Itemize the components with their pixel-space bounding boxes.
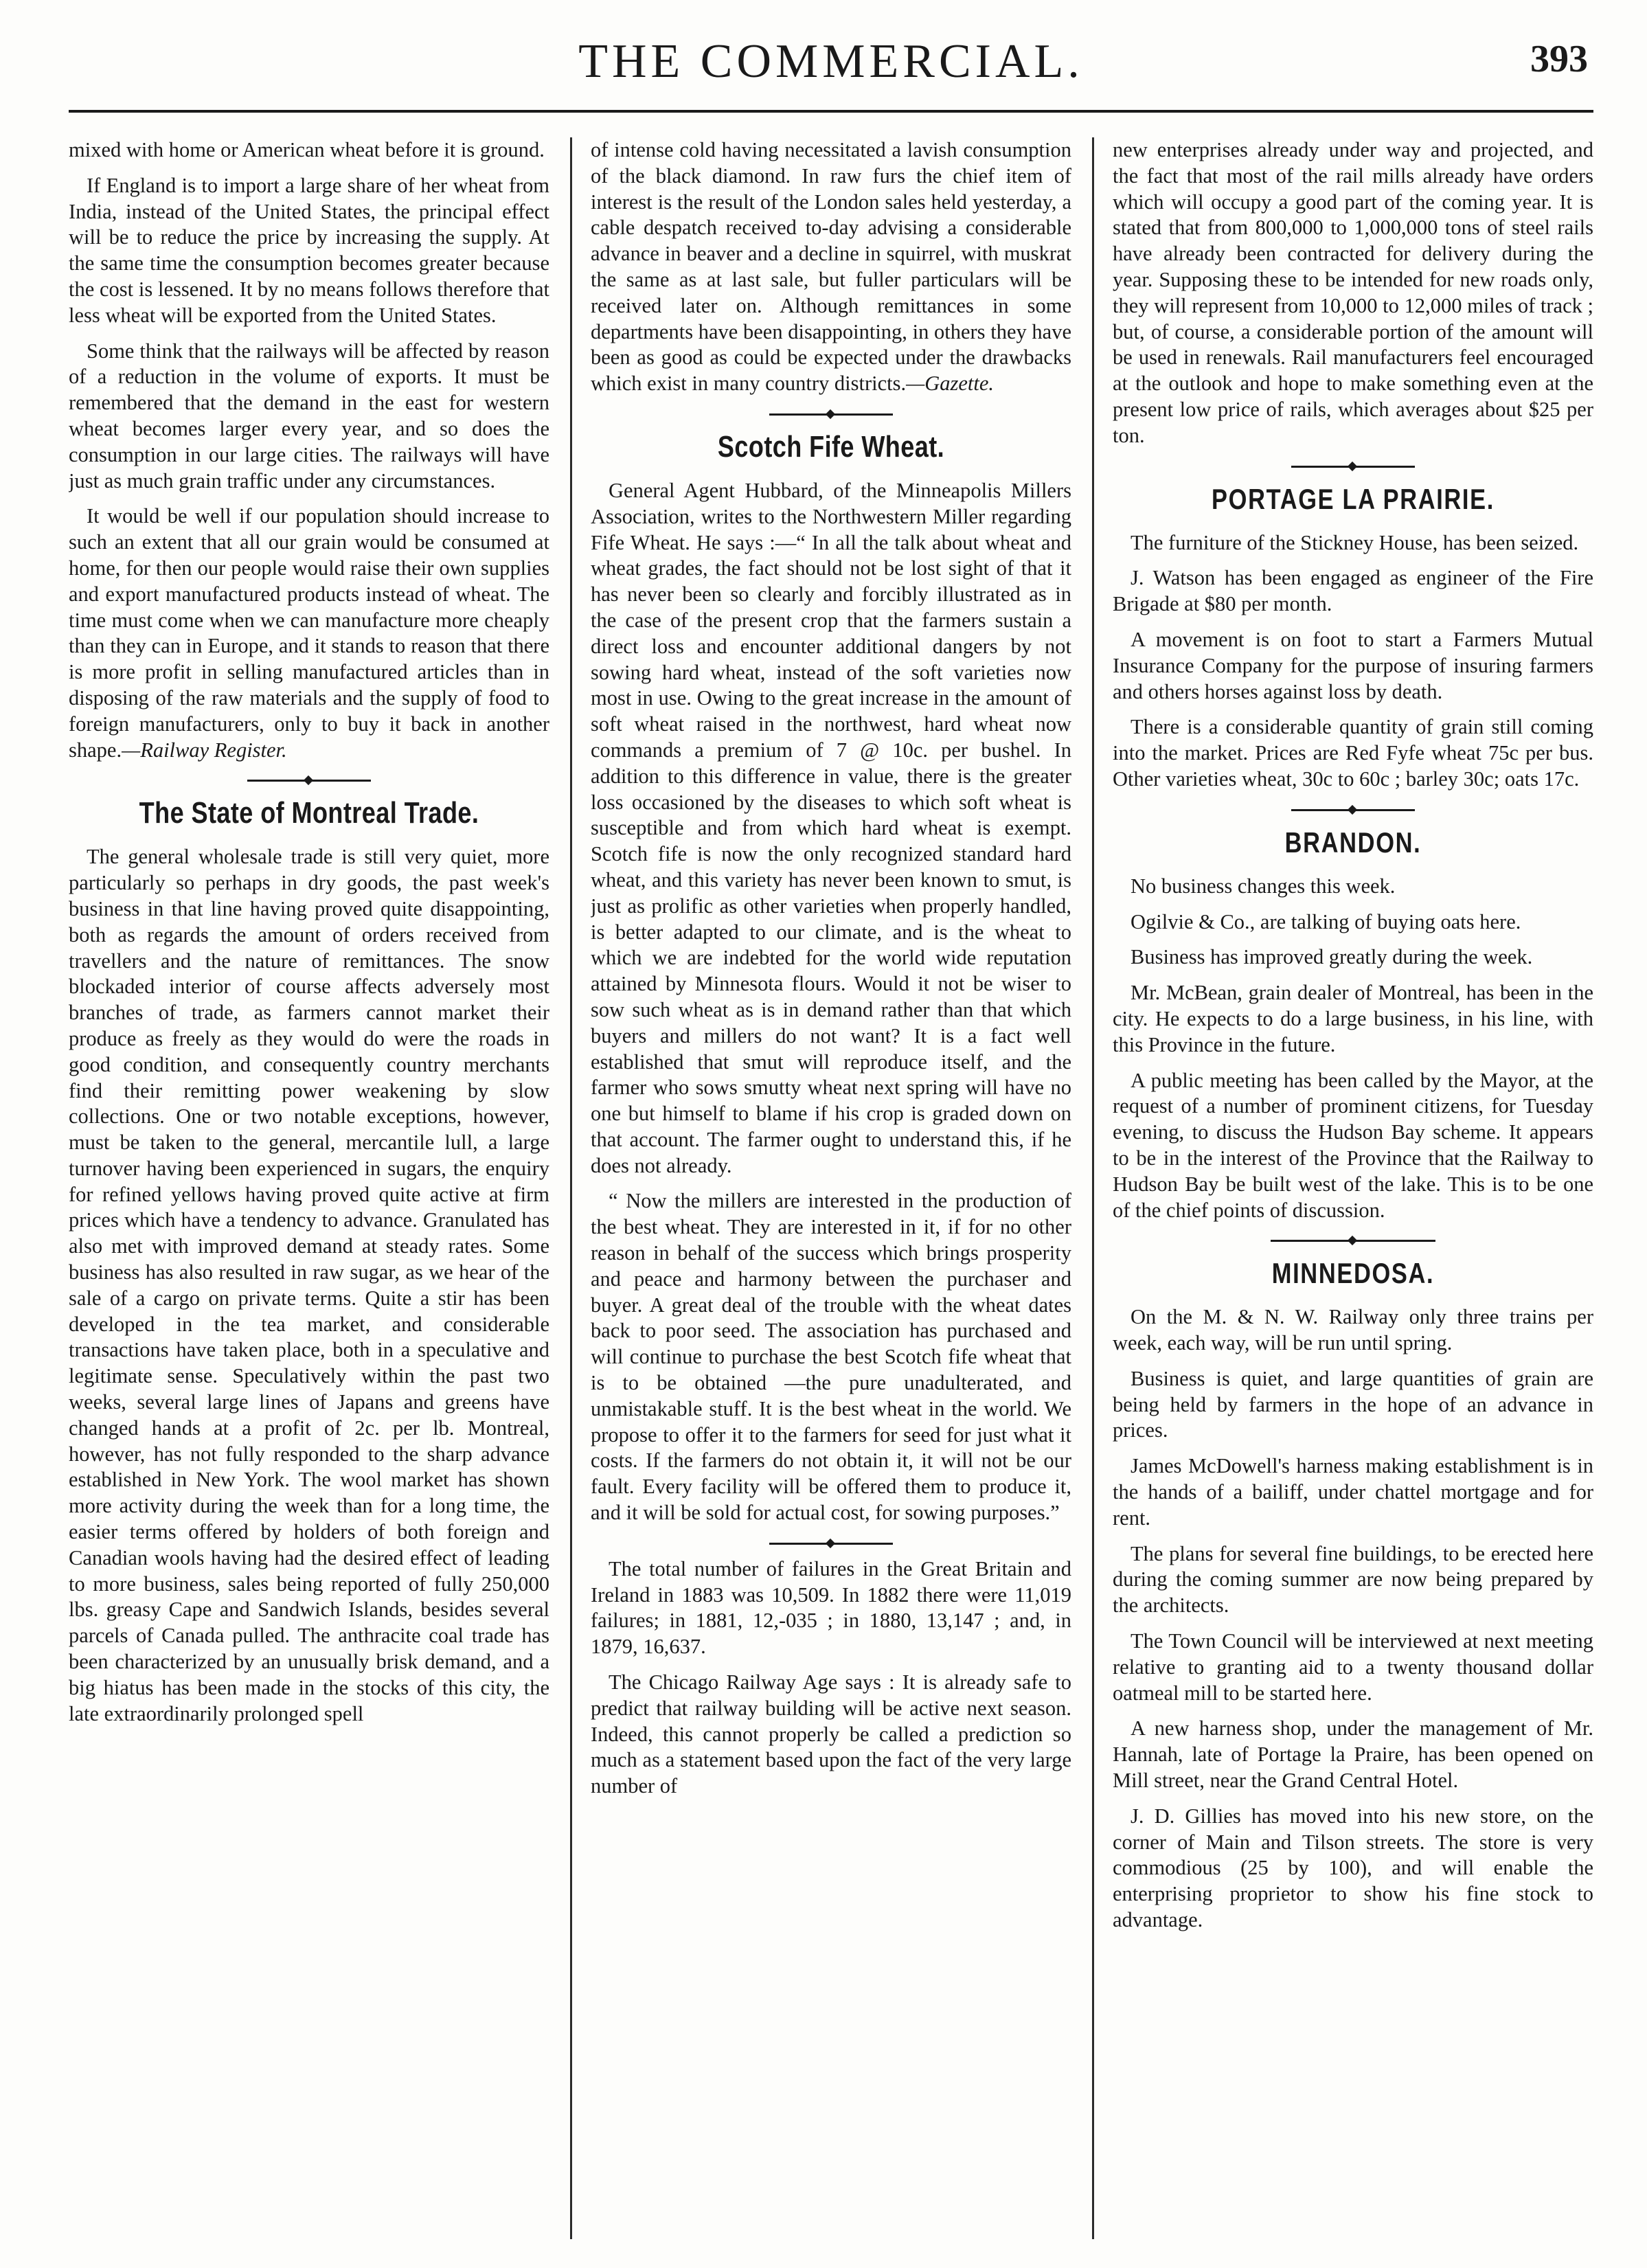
paragraph: The Town Council will be interviewed at next meeting relative to granting aid to a twenty thousand dollar oatmeal mill to be started here. — [1113, 1629, 1593, 1705]
paragraph: On the M. & N. W. Railway only three trains per week, each way, will be run until spring. — [1113, 1305, 1593, 1355]
paragraph: General Agent Hubbard, of the Minneapolis Millers Association, writes to the Northwestern Miller regarding Fife Wheat. He says :—“ In all the talk about wheat and wheat grades, the fact should not be lost sight of that it has never been so clearly and forcibly illustrated as in the case of the present crop that the farmers sustain a direct loss and encounter additional dangers by not sowing hard wheat, instead of the soft varieties now most in use. Owing to the great increase in the amount of soft wheat raised in the northwest, hard wheat now commands a premium of 7 @ 10c. per bushel. In addition to this difference in value, there is the greater loss occasioned by the diseases to which soft wheat is susceptible and from which hard wheat is exempt. Scotch fife is now the only recognized standard hard wheat, and this variety has never been known to smut, is just as prolific as other varieties when properly handled, is better adapted to our climate, and is the wheat to which we are indebted for the world wide reputation attained by Minnesota flours. Would it not be wiser to sow such wheat as is in demand rather than that which buyers and millers do not want? It is a fact well established that smut will reproduce itself, and the farmer who sows smutty wheat next spring will have no one but himself to blame if his crop is graded down on that account. The farmer ought to understand this, if he does not already. — [591, 478, 1071, 1177]
column-3 — [1113, 137, 1593, 2239]
source-credit: —Gazette. — [906, 372, 995, 396]
section-divider — [769, 1539, 893, 1548]
paragraph: James McDowell's harness making establishment is in the hands of a bailiff, under chattel mortgage and for rent. — [1113, 1454, 1593, 1530]
column-1 — [69, 137, 549, 2239]
paragraph: A new harness shop, under the management of Mr. Hannah, late of Portage la Praire, has been opened on Mill street, near the Grand Central Hotel. — [1113, 1716, 1593, 1793]
headline-minnedosa: MINNEDOSA. — [1271, 1257, 1435, 1290]
paragraph: Some think that the railways will be affected by reason of a reduction in the volume of exports. It must be remembered that the demand in the east for western wheat becomes larger every year, and so does the consumption in our large cities. The railways will have just as much grain traffic under any circumstances. — [69, 339, 549, 492]
paragraph: The Chicago Railway Age says : It is already safe to predict that railway building will be active next season. Indeed, this cannot properly be called a prediction so much as a statement based upon the fact of the very large number of — [591, 1670, 1071, 1798]
page-number: 393 — [1530, 38, 1588, 80]
source-credit: —Railway Register. — [122, 738, 287, 762]
paragraph: If England is to import a large share of her wheat from India, instead of the United States, the principal effect will be to reduce the price by increasing the supply. At the same time the consumption becomes greater because the cost is lessened. It by no means follows therefore that less wheat will be exported from the United States. — [69, 173, 549, 327]
paragraph-text: It would be well if our population should increase to such an extent that all our grain would be consumed at home, for then our people would raise their own supplies and export manufactured products instead of wheat. The time must come when we can manufacture more cheaply than they can in Europe, and it stands to reason that there is more profit in selling manufactured articles than in disposing of the raw materials and the supply of food to foreign manufacturers, only to buy it back in another shape. — [69, 504, 549, 762]
headline-brandon: BRANDON. — [1284, 826, 1422, 859]
paragraph — [591, 137, 1071, 397]
paragraph: The total number of failures in the Great Britain and Ireland in 1883 was 10,509. In 1882 there were 11,019 failures; in 1881, 12,-035 ; in 1880, 13,147 ; and, in 1879, 16,637. — [591, 1556, 1071, 1659]
column-rule — [1092, 137, 1094, 2239]
paragraph: There is a considerable quantity of grain still coming into the market. Prices are Red Fyfe wheat 75c per bus. Other varieties wheat, 30c to 60c ; barley 30c; oats 17c. — [1113, 715, 1593, 791]
headline-scotch-fife-wheat: Scotch Fife Wheat. — [717, 429, 945, 464]
section-divider — [1271, 1236, 1435, 1245]
headline-montreal-trade: The State of Montreal Trade. — [139, 796, 479, 830]
paragraph: A public meeting has been called by the Mayor, at the request of a number of prominent citizens, for Tuesday evening, to discuss the Hudson Bay scheme. It appears to be in the interest of the Province that the Railway to Hudson Bay be built west of the lake. This is to be one of the chief points of discussion. — [1113, 1068, 1593, 1222]
section-divider — [1291, 462, 1415, 471]
paragraph: The furniture of the Stickney House, has been seized. — [1131, 530, 1579, 554]
paragraph: mixed with home or American wheat before it is ground. — [69, 138, 545, 161]
paragraph-text: of intense cold having necessitated a lavish consumption of the black diamond. In raw furs the chief item of interest is the result of the London sales held yesterday, a cable despatch received to-day advising a considerable advance in beaver and a decline in squirrel, with muskrat the same as at last sale, but fuller particulars will be received later on. Although remittances in some departments have been disappointing, in others they have been as good as could be expected under the drawbacks which exist in many country districts. — [591, 138, 1071, 396]
section-divider — [247, 775, 371, 785]
masthead — [69, 21, 1593, 113]
column-2 — [591, 137, 1071, 2239]
paragraph: The general wholesale trade is still very quiet, more particularly so perhaps in dry goods, the past week's business in that line having proved quite disappointing, both as regards the amount of orders received from travellers and the nature of remittances. The snow blockaded interior of course affects adversely most branches of trade, as farmers cannot market their produce as freely as they would do were the roads in good condition, and consequently country merchants find their remitting power weakening by slow collections. One or two notable exceptions, however, must be taken to the general, mercantile lull, a large turnover having been experienced in sugars, the enquiry for refined yellows having proved quite active at firm prices which have a tendency to advance. Granulated has also met with improved demand at steady rates. Some business has also resulted in raw sugar, as we hear of the sale of a cargo on private terms. Quite a stir has been developed in the tea market, and considerable transactions have taken place, both in a speculative and legitimate sense. Speculatively within the past two weeks, several large lines of Japans and greens have changed hands at a profit of 2c. per lb. Montreal, however, has not fully responded to the sharp advance established in New York. The wool market has shown more activity during the week than for a long time, the easier terms offered by holders of both foreign and Canadian wools having had the desired effect of leading to more business, sales being reported of fully 250,000 lbs. greasy Cape and Sandwich Islands, besides several parcels of Canada pulled. The anthracite coal trade has been characterized by an unusually brisk demand, and a big hiatus has been made in the stocks of this city, the late extraordinarily prolonged spell — [69, 845, 549, 1725]
paragraph: Business is quiet, and large quantities of grain are being held by farmers in the hope of an advance in prices. — [1113, 1366, 1593, 1442]
paragraph: No business changes this week. — [1131, 874, 1396, 898]
paragraph: Business has improved greatly during the week. — [1131, 945, 1533, 969]
paragraph: J. D. Gillies has moved into his new store, on the corner of Main and Tilson streets. The store is very commodious (25 by 100), and will enable the enterprising proprietor to show his fine stock to advantage. — [1113, 1804, 1593, 1932]
paragraph: J. Watson has been engaged as engineer of the Fire Brigade at $80 per month. — [1113, 566, 1593, 616]
section-divider — [1291, 805, 1415, 815]
paragraph: The plans for several fine buildings, to be erected here during the coming summer are now being prepared by the architects. — [1113, 1541, 1593, 1618]
masthead-title: THE COMMERCIAL. — [578, 35, 1084, 88]
paragraph: A movement is on foot to start a Farmers Mutual Insurance Company for the purpose of insuring farmers and others horses against loss by death. — [1113, 627, 1593, 703]
paragraph: Mr. McBean, grain dealer of Montreal, has been in the city. He expects to do a large business, in his line, with this Province in the future. — [1113, 981, 1593, 1056]
headline-portage-la-prairie: PORTAGE LA PRAIRIE. — [1212, 482, 1495, 515]
article-columns — [69, 137, 1593, 2239]
paragraph — [69, 503, 549, 763]
section-divider — [769, 409, 893, 419]
column-rule — [570, 137, 572, 2239]
paragraph: new enterprises already under way and projected, and the fact that most of the rail mills already have orders which will occupy a good part of the coming year. It is stated that from 800,000 to 1,000,000 tons of steel rails have already been contracted for delivery during the year. Supposing these to be intended for new roads only, they will represent from 10,000 to 12,000 miles of track ; but, of course, a considerable portion of the amount will be used in renewals. Rail manufacturers feel encouraged at the outlook and hope to make something even at the present low price of rails, which averages about $25 per ton. — [1113, 138, 1593, 447]
paragraph: Ogilvie & Co., are talking of buying oats here. — [1131, 909, 1521, 933]
paragraph: “ Now the millers are interested in the production of the best wheat. They are interested in it, if for no other reason in behalf of the success which brings prosperity and peace and harmony between the purchaser and buyer. A great deal of the trouble with the wheat dates back to poor seed. The association has purchased and will continue to purchase the best Scotch fife wheat that is to be obtained —the pure unadulterated, and unmistakable stuff. It is the best wheat in the world. We propose to offer it to the farmers for seed for just what it costs. If the farmers do not obtain it, it will not be our fault. Every facility will be offered them to produce it, and it will be sold for actual cost, for sowing purposes.” — [591, 1189, 1071, 1525]
